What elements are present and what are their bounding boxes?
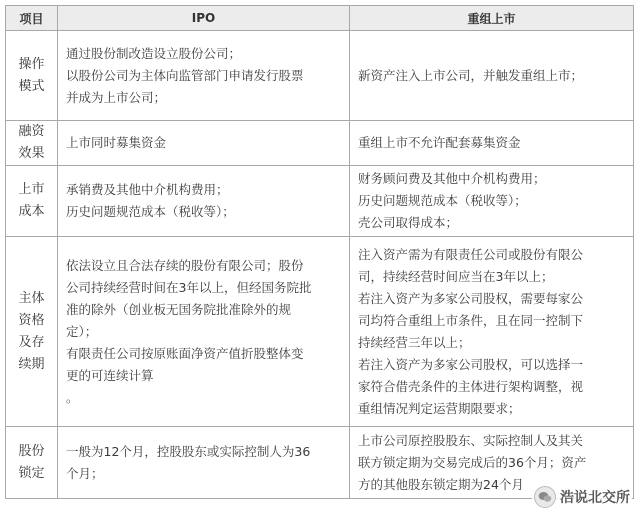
reorg-cell bbox=[350, 121, 634, 166]
wechat-icon bbox=[534, 486, 556, 508]
reorg-cell bbox=[350, 166, 634, 237]
watermark-text: 浩说北交所 bbox=[560, 490, 630, 506]
reorg-cell-line: 若注入资产为多家公司股权，需要每家公 bbox=[358, 290, 584, 306]
table-row bbox=[6, 166, 634, 237]
reorg-cell-line: 新资产注入上市公司，并触发重组上市； bbox=[358, 67, 584, 83]
ipo-cell-line: 上市同时募集资金 bbox=[66, 135, 167, 150]
reorg-cell-line: 家符合借壳条件的主体进行架构调整，视 bbox=[358, 378, 584, 394]
row-label-line: 续期 bbox=[18, 356, 45, 372]
row-label-line: 操作 bbox=[18, 56, 45, 72]
ipo-cell-line: 承销费及其他中介机构费用； bbox=[66, 182, 229, 197]
reorg-cell-line: 持续经营三年以上； bbox=[358, 334, 471, 350]
row-label-line: 锁定 bbox=[18, 465, 45, 481]
ipo-cell bbox=[58, 427, 350, 499]
reorg-cell-line: 注入资产需为有限责任公司或股份有限公 bbox=[358, 246, 584, 262]
row-label-line: 成本 bbox=[18, 204, 45, 219]
row-label bbox=[6, 237, 58, 427]
row-label-line: 及存 bbox=[18, 334, 45, 350]
reorg-cell-line: 财务顾问费及其他中介机构费用； bbox=[358, 171, 546, 186]
ipo-cell bbox=[58, 166, 350, 237]
row-label bbox=[6, 166, 58, 237]
reorg-cell-line: 若注入资产为多家公司股权，可以选择一 bbox=[358, 356, 584, 372]
row-label-line: 效果 bbox=[18, 146, 45, 161]
row-label-line: 上市 bbox=[18, 182, 45, 197]
reorg-cell-line: 重组上市不允许配套募集资金 bbox=[358, 135, 521, 150]
ipo-cell-line: 。 bbox=[66, 389, 79, 405]
table-row bbox=[6, 237, 634, 427]
row-label-line: 融资 bbox=[18, 124, 45, 139]
header-row bbox=[6, 6, 634, 31]
comparison-table bbox=[5, 5, 634, 499]
ipo-cell-line: 并成为上市公司； bbox=[66, 89, 167, 105]
ipo-cell-line: 通过股份制改造设立股份公司； bbox=[66, 45, 242, 61]
ipo-cell-line: 依法设立且合法存续的股份有限公司；股份 bbox=[66, 257, 304, 273]
reorg-cell-line: 上市公司原控股股东、实际控制人及其关 bbox=[358, 432, 584, 448]
ipo-cell-line: 历史问题规范成本（税收等）； bbox=[66, 204, 235, 219]
ipo-cell bbox=[58, 121, 350, 166]
reorg-cell bbox=[350, 31, 634, 121]
ipo-cell bbox=[58, 237, 350, 427]
reorg-cell-line: 重组情况判定运营期限要求； bbox=[358, 400, 521, 416]
ipo-cell-line: 更的可连续计算 bbox=[66, 367, 154, 383]
reorg-cell-line: 历史问题规范成本（税收等）； bbox=[358, 193, 527, 208]
header-ipo: IPO bbox=[58, 6, 350, 31]
header-reorg: 重组上市 bbox=[350, 6, 634, 31]
ipo-cell-line: 一般为12个月，控股股东或实际控制人为36 bbox=[66, 443, 311, 459]
row-label bbox=[6, 31, 58, 121]
ipo-cell-line: 以股份公司为主体向监管部门申请发行股票 bbox=[66, 67, 304, 83]
row-label-line: 股份 bbox=[18, 443, 45, 459]
reorg-cell-line: 方的其他股东锁定期为24个月 bbox=[358, 476, 524, 492]
row-label-line: 资格 bbox=[18, 312, 45, 328]
reorg-cell-line: 司，持续经营时间应当在3年以上； bbox=[358, 268, 554, 284]
ipo-cell-line: 有限责任公司按原账面净资产值折股整体变 bbox=[66, 345, 304, 361]
reorg-cell bbox=[350, 237, 634, 427]
table-row bbox=[6, 31, 634, 121]
ipo-cell-line: 定）； bbox=[66, 323, 98, 339]
reorg-cell-line: 司均符合重组上市条件，且在同一控制下 bbox=[358, 312, 584, 328]
table-row bbox=[6, 121, 634, 166]
row-label bbox=[6, 121, 58, 166]
watermark bbox=[532, 486, 632, 508]
reorg-cell-line: 壳公司取得成本； bbox=[358, 215, 459, 230]
row-label-line: 模式 bbox=[18, 78, 45, 94]
row-label-line: 主体 bbox=[18, 290, 45, 306]
header-item: 项目 bbox=[6, 6, 58, 31]
reorg-cell-line: 联方锁定期为交易完成后的36个月；资产 bbox=[358, 454, 587, 470]
ipo-cell-line: 个月； bbox=[66, 465, 104, 481]
row-label bbox=[6, 427, 58, 499]
ipo-cell bbox=[58, 31, 350, 121]
ipo-cell-line: 公司持续经营时间在3年以上，但经国务院批 bbox=[66, 279, 312, 295]
ipo-cell-line: 准的除外（创业板无国务院批准除外的规 bbox=[66, 301, 292, 317]
